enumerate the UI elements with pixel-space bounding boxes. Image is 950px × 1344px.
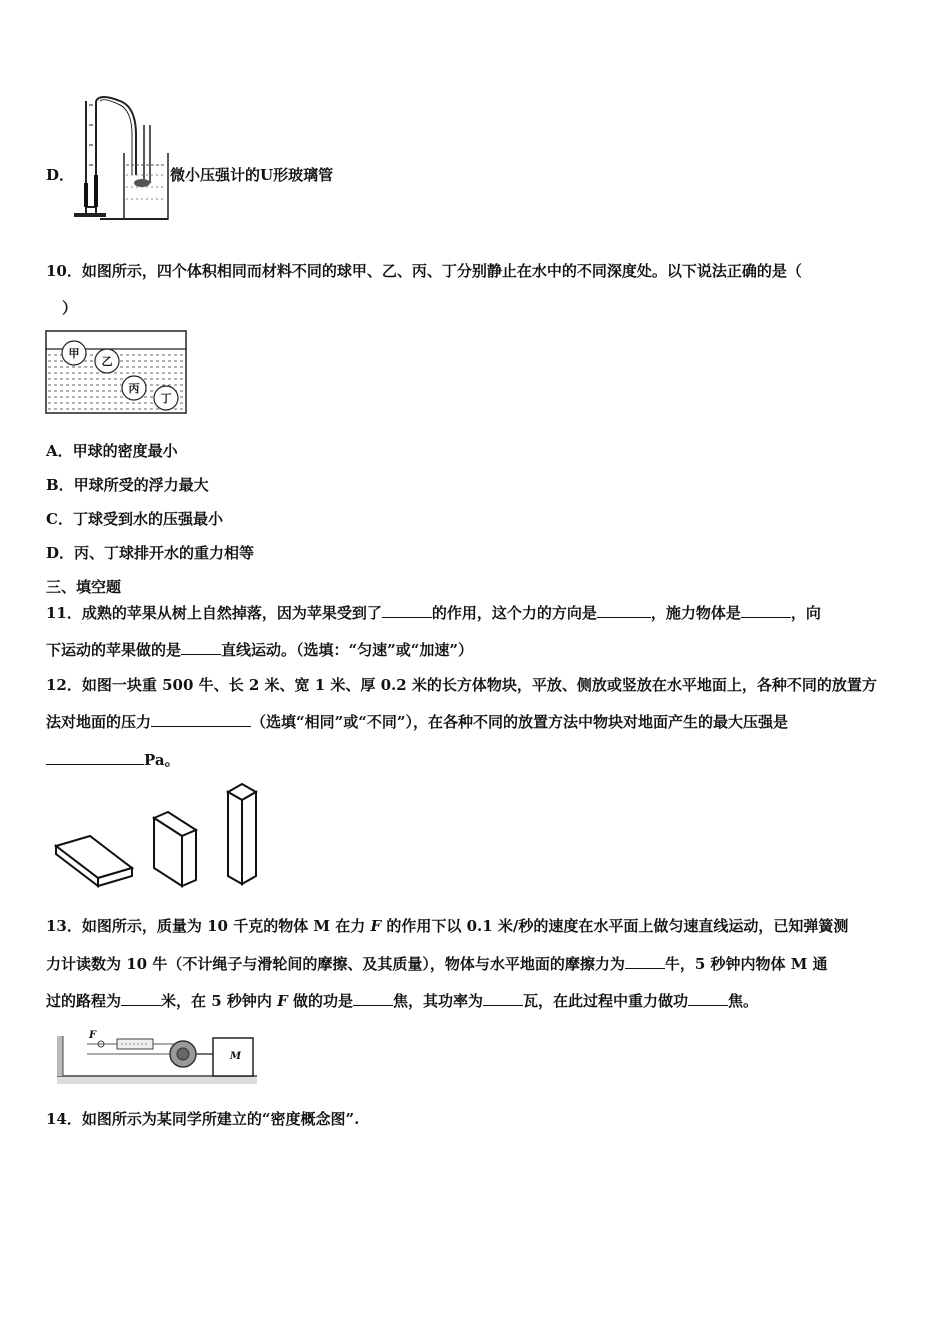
q14-stem: 14．如图所示为某同学所建立的“密度概念图”.: [46, 1110, 360, 1128]
q12-line3: [46, 749, 180, 770]
q10-option-d: D．丙、丁球排开水的重力相等: [46, 544, 255, 562]
q13-force-symbol-2: F: [277, 992, 288, 1010]
q12-text-c: Pa。: [144, 751, 180, 769]
q11-line2: [46, 639, 473, 660]
q12-line1: 12．如图一块重 500 牛、长 2 米、宽 1 米、厚 0.2 米的长方体物块，平放、侧放或竖放在水平地面上，各种不同的放置方: [46, 676, 877, 694]
q13-text-j: 焦。: [728, 992, 759, 1010]
q13-text-b: 的作用下以 0.1 米/秒的速度在水平面上做匀速直线运动，已知弹簧测: [381, 917, 849, 935]
q13-text-e: 过的路程为: [46, 992, 122, 1010]
q13-text-f: 米，在 5 秒钟内: [161, 992, 278, 1010]
q13-force-symbol-1: F: [370, 917, 382, 935]
q13-pulley-figure: [55, 1026, 260, 1086]
q11-blank-4[interactable]: [181, 639, 221, 655]
q11-text-a: 11．成熟的苹果从树上自然掉落，因为苹果受到了: [46, 604, 382, 622]
q10-option-c: C．丁球受到水的压强最小: [46, 510, 223, 528]
q13-text-c: 力计读数为 10 牛（不计绳子与滑轮间的摩擦、及其质量），物体与水平地面的摩擦力为: [46, 955, 625, 973]
q13-line1: [46, 916, 848, 936]
q11-blank-3[interactable]: [741, 602, 791, 618]
q10-stem-line2: ）: [62, 299, 78, 317]
q12-blank-1[interactable]: [151, 711, 251, 727]
q13-line3: [46, 990, 758, 1011]
q11-text-e: 下运动的苹果做的是: [46, 641, 182, 659]
section-title: 三、填空题: [46, 578, 122, 596]
q11-text-f: 直线运动。（选填：“匀速”或“加速”）: [221, 641, 474, 659]
q11-text-d: ，向: [790, 604, 821, 622]
q10-option-a: A．甲球的密度最小: [46, 442, 178, 460]
q9-option-d-letter: D．: [46, 166, 75, 184]
q10-balls-figure: [45, 330, 187, 414]
q13-text-g: 做的功是: [287, 992, 354, 1010]
q12-blocks-figure: [50, 780, 280, 888]
q11-text-c: ，施力物体是: [650, 604, 741, 622]
q12-blank-2[interactable]: [46, 749, 144, 765]
q12-text-a: 法对地面的压力: [46, 713, 152, 731]
q11-blank-1[interactable]: [382, 602, 432, 618]
ball-yi-label: 乙: [101, 355, 113, 368]
q13-text-a: 13．如图所示，质量为 10 千克的物体 M 在力: [46, 917, 371, 935]
q12-text-b: （选填“相同”或“不同”），在各种不同的放置方法中物块对地面产生的最大压强是: [251, 713, 789, 731]
manometer-figure: [70, 95, 170, 225]
q13-text-d: 牛，5 秒钟内物体 M 通: [664, 955, 828, 973]
fig-block-label: M: [230, 1051, 242, 1062]
q11-text-b: 的作用，这个力的方向是: [431, 604, 597, 622]
q12-line2: [46, 711, 788, 732]
q11-blank-2[interactable]: [597, 602, 651, 618]
q13-blank-5[interactable]: [688, 990, 728, 1006]
fig-force-label: F: [89, 1030, 97, 1041]
q13-blank-3[interactable]: [353, 990, 393, 1006]
ball-bing-label: 丙: [128, 382, 140, 395]
q13-text-h: 焦，其功率为: [393, 992, 484, 1010]
q13-blank-2[interactable]: [121, 990, 161, 1006]
q13-line2: [46, 953, 828, 974]
q9-option-d-text: 微小压强计的U形玻璃管: [170, 166, 334, 184]
q10-stem-line1: 10．如图所示，四个体积相同而材料不同的球甲、乙、丙、丁分别静止在水中的不同深度处。以下说法正确的是（: [46, 262, 802, 280]
q10-option-b: B．甲球所受的浮力最大: [46, 476, 209, 494]
q11-line1: [46, 602, 821, 623]
ball-jia-label: 甲: [68, 347, 80, 360]
q13-blank-1[interactable]: [625, 953, 665, 969]
q13-text-i: 瓦，在此过程中重力做功: [523, 992, 689, 1010]
q13-blank-4[interactable]: [483, 990, 523, 1006]
ball-ding-label: 丁: [160, 392, 172, 405]
